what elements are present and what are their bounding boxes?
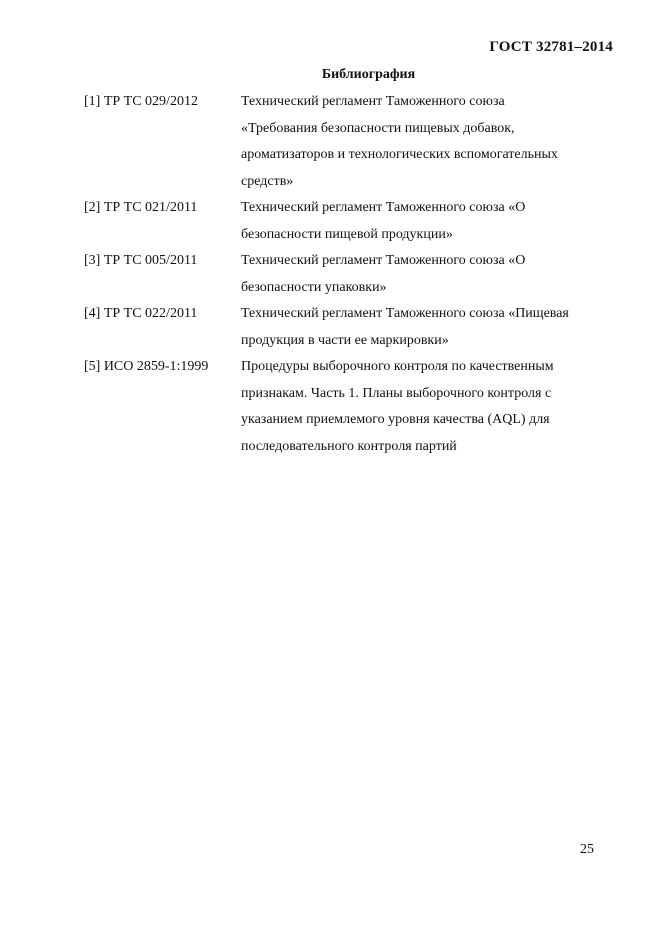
bibliography-entry	[84, 354, 619, 460]
bibliography-entry	[84, 89, 619, 195]
bibliography-description: Технический регламент Таможенного союза «Пищевая продукция в части ее маркировки»	[241, 306, 569, 348]
bibliography-reference: [4] ТР ТС 022/2011	[84, 306, 198, 321]
bibliography-reference: [5] ИСО 2859-1:1999	[84, 359, 209, 374]
bibliography-entry	[84, 195, 619, 248]
bibliography-reference: [3] ТР ТС 005/2011	[84, 253, 198, 268]
bibliography-entry	[84, 248, 619, 301]
section-title: Библиография	[321, 67, 416, 82]
bibliography-list	[84, 89, 619, 460]
bibliography-description: Технический регламент Таможенного союза «О безопасности упаковки»	[241, 253, 526, 295]
page-number: 25	[580, 842, 594, 857]
bibliography-description: Процедуры выборочного контроля по качественным признакам. Часть 1. Планы выборочного контроля с указанием приемлемого уровня качества (AQL) для последовательного контроля партий	[241, 359, 554, 454]
bibliography-reference: [1] ТР ТС 029/2012	[84, 94, 198, 109]
bibliography-description: Технический регламент Таможенного союза «Требования безопасности пищевых добавок, ароматизаторов и технологических вспомогательных средств»	[241, 94, 558, 189]
standard-code-header: ГОСТ 32781–2014	[489, 39, 613, 55]
bibliography-reference: [2] ТР ТС 021/2011	[84, 200, 198, 215]
bibliography-entry	[84, 301, 619, 354]
bibliography-description: Технический регламент Таможенного союза «О безопасности пищевой продукции»	[241, 200, 526, 242]
